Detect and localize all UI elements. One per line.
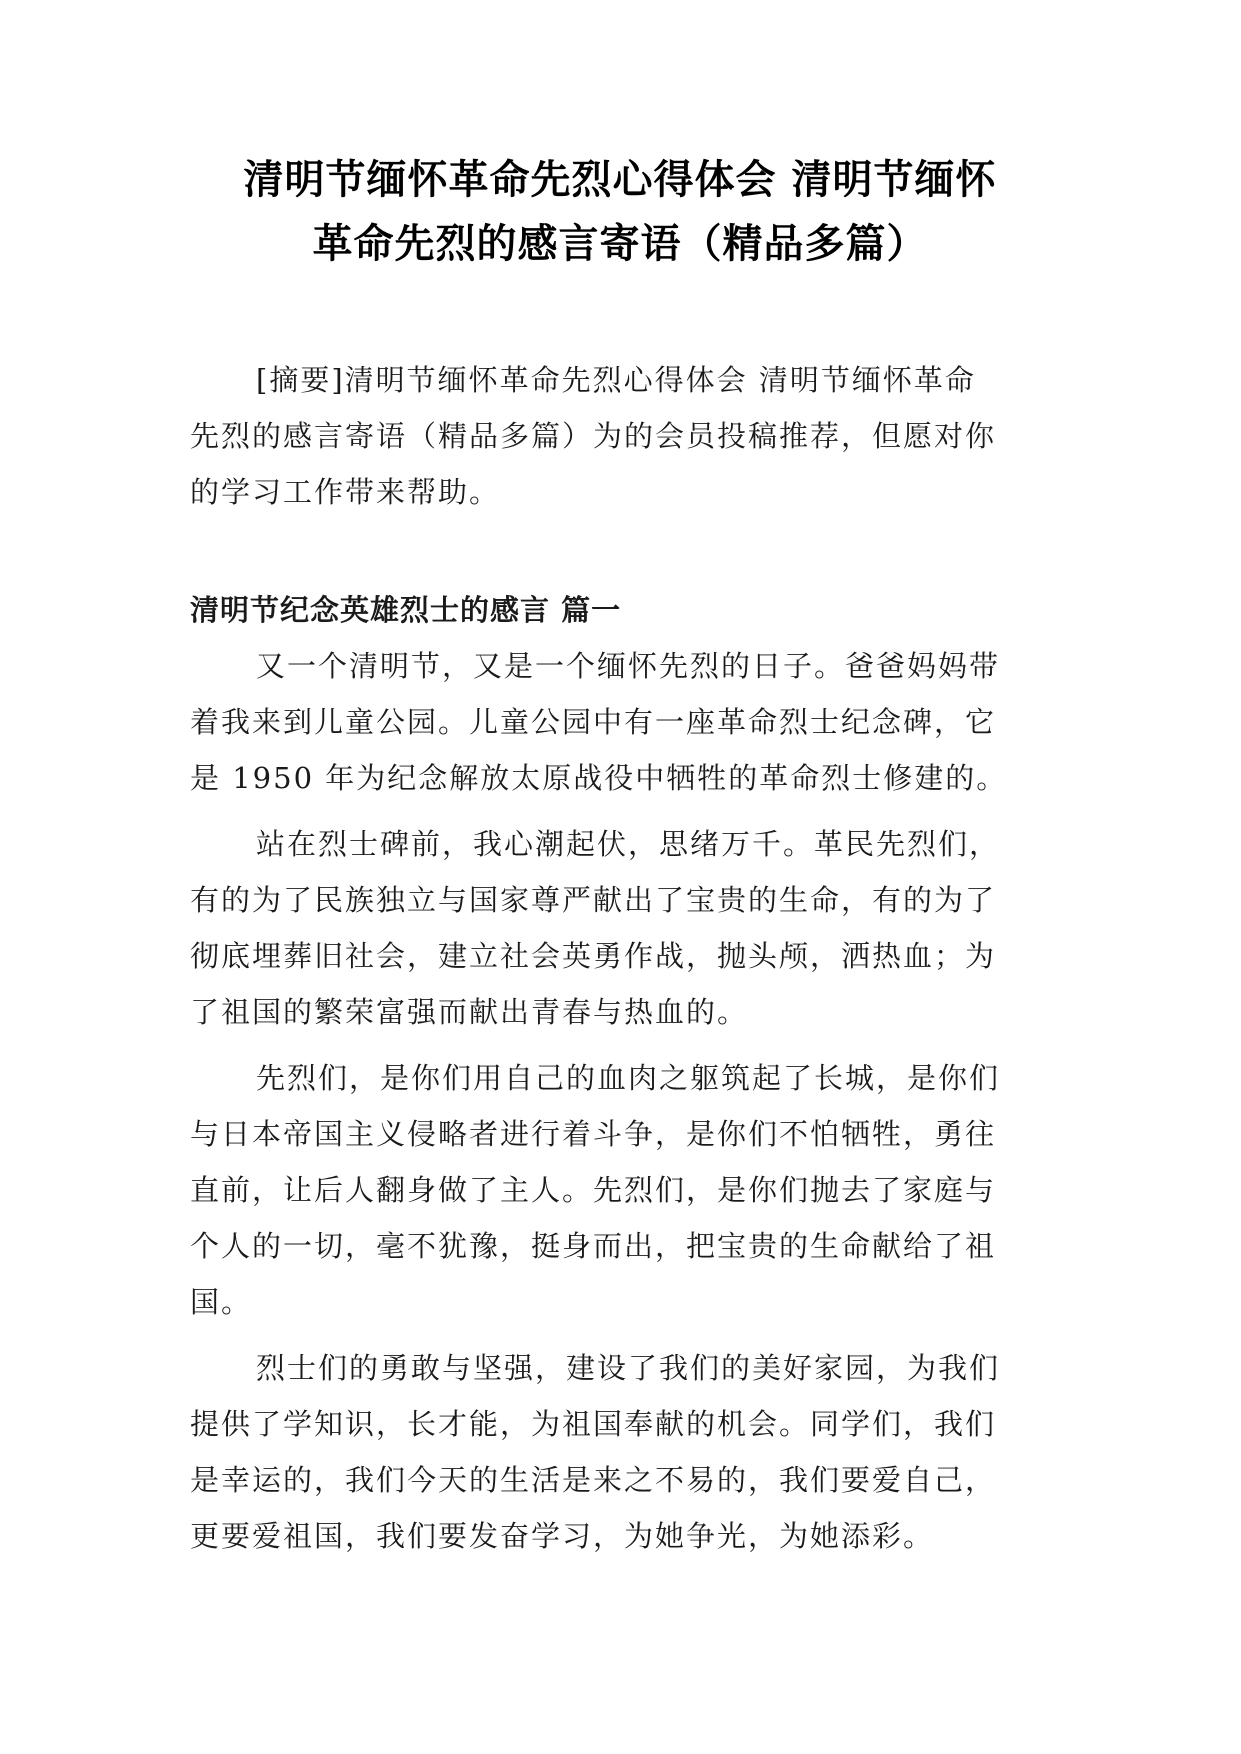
abstract-line: [摘要]清明节缅怀革命先烈心得体会 清明节缅怀革命 bbox=[256, 363, 976, 397]
paragraph-line: 国。 bbox=[190, 1285, 253, 1319]
abstract-line: 的学习工作带来帮助。 bbox=[190, 475, 501, 509]
paragraph-line: 个人的一切，毫不犹豫，挺身而出，把宝贵的生命献给了祖 bbox=[190, 1229, 997, 1263]
paragraph-line: 直前，让后人翻身做了主人。先烈们，是你们抛去了家庭与 bbox=[190, 1173, 997, 1207]
paragraph-line: 彻底埋葬旧社会，建立社会英勇作战，抛头颅，洒热血；为 bbox=[190, 939, 997, 973]
paragraph-line: 烈士们的勇敢与坚强，建设了我们的美好家园，为我们 bbox=[256, 1351, 1001, 1385]
body-paragraph bbox=[190, 816, 1050, 1040]
paragraph-line: 又一个清明节，又是一个缅怀先烈的日子。爸爸妈妈带 bbox=[256, 649, 1001, 683]
document-title bbox=[190, 148, 1050, 276]
paragraph-line: 站在烈士碑前，我心潮起伏，思绪万千。革民先烈们， bbox=[256, 827, 1001, 861]
paragraph-line: 了祖国的繁荣富强而献出青春与热血的。 bbox=[190, 995, 749, 1029]
body-paragraph bbox=[190, 1050, 1050, 1330]
paragraph-line: 有的为了民族独立与国家尊严献出了宝贵的生命，有的为了 bbox=[190, 883, 997, 917]
paragraph-line: 是幸运的，我们今天的生活是来之不易的，我们要爱自己， bbox=[190, 1463, 997, 1497]
paragraph-line: 更要爱祖国，我们要发奋学习，为她争光，为她添彩。 bbox=[190, 1519, 935, 1553]
section-heading: 清明节纪念英雄烈士的感言 篇一 bbox=[190, 593, 622, 627]
abstract-paragraph bbox=[190, 352, 1050, 520]
paragraph-line: 先烈们，是你们用自己的血肉之躯筑起了长城，是你们 bbox=[256, 1061, 1001, 1095]
body-paragraph bbox=[190, 1340, 1050, 1564]
document-title-line: 清明节缅怀革命先烈心得体会 清明节缅怀 bbox=[243, 156, 997, 203]
paragraph-line: 是 1950 年为纪念解放太原战役中牺牲的革命烈士修建的。 bbox=[190, 761, 1008, 795]
document-title-line: 革命先烈的感言寄语（精品多篇） bbox=[312, 220, 928, 267]
body-paragraph bbox=[190, 638, 1050, 806]
paragraph-line: 着我来到儿童公园。儿童公园中有一座革命烈士纪念碑，它 bbox=[190, 705, 997, 739]
paragraph-line: 与日本帝国主义侵略者进行着斗争，是你们不怕牺牲，勇往 bbox=[190, 1117, 997, 1151]
paragraph-line: 提供了学知识，长才能，为祖国奉献的机会。同学们，我们 bbox=[190, 1407, 997, 1441]
abstract-line: 先烈的感言寄语（精品多篇）为的会员投稿推荐，但愿对你 bbox=[190, 419, 997, 453]
